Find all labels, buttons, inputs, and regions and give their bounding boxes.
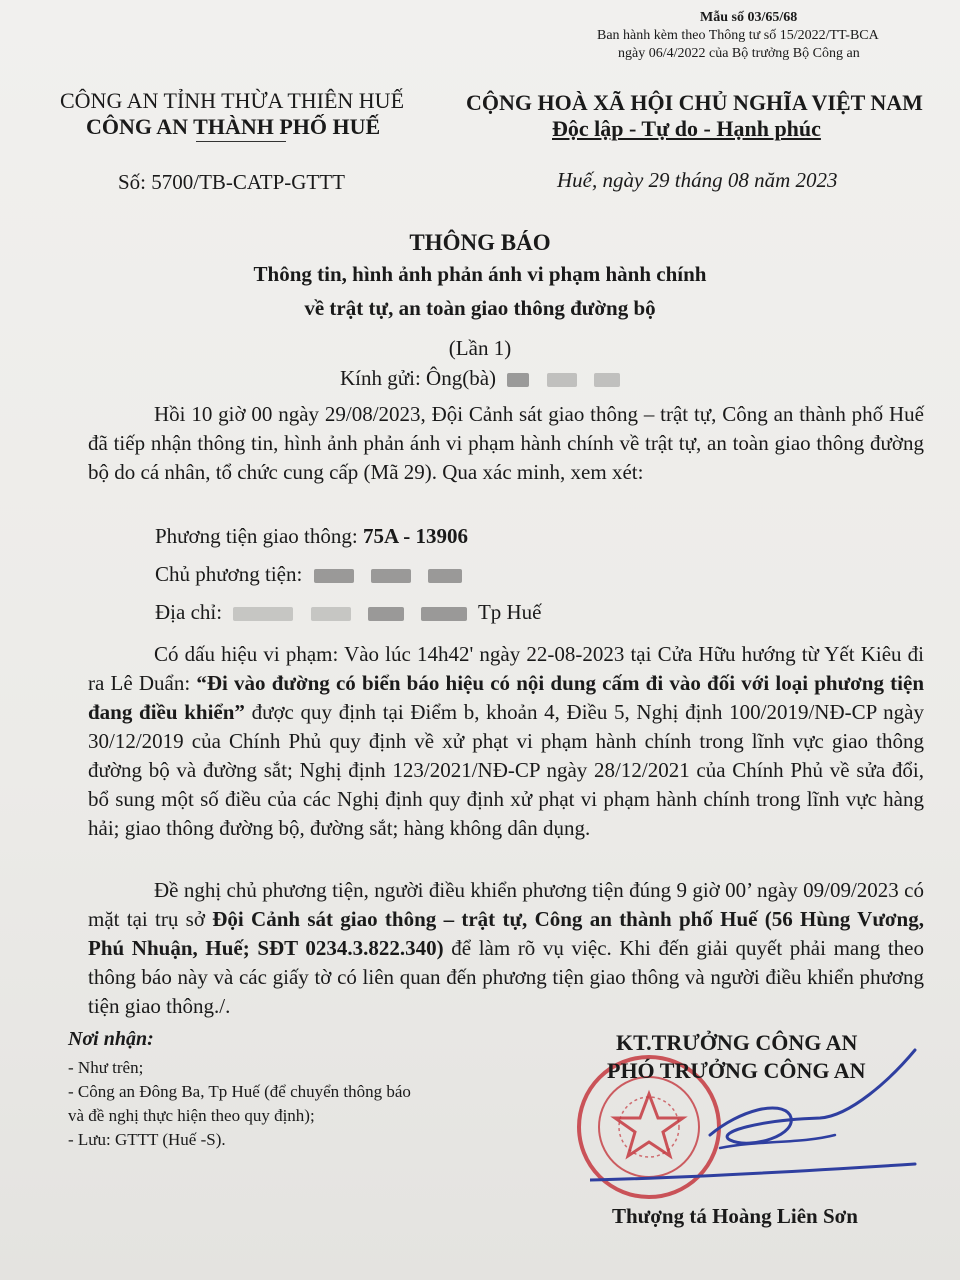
license-plate: 75A - 13906: [362, 524, 468, 548]
agency-parent: CÔNG AN TỈNH THỪA THIÊN HUẾ: [60, 88, 405, 113]
occurrence-number: (Lần 1): [448, 336, 512, 360]
owner-line: [155, 562, 468, 587]
agency-name: CÔNG AN THÀNH PHỐ HUẾ: [86, 114, 381, 139]
handwritten-signature-icon: [590, 1040, 920, 1200]
violation-lead: Có dấu hiệu vi phạm: Vào lúc 14h42' ngày 22-08-2023 tại Cửa Hữu hướng từ Yết Kiêu đi ra Lê Duẩn:: [88, 642, 924, 695]
addressee-label: Kính gửi: Ông(bà): [340, 366, 497, 390]
address-city: Tp Huế: [477, 600, 542, 624]
document-subtitle-2: về trật tự, an toàn giao thông đường bộ: [304, 296, 656, 320]
signer-title-1: KT.TRƯỞNG CÔNG AN: [616, 1030, 858, 1055]
address-label: Địa chỉ:: [155, 600, 223, 624]
vehicle-line: [155, 524, 468, 549]
address-line: [155, 600, 542, 625]
addressee-line: [340, 366, 626, 391]
recipient-item: và đề nghị thực hiện theo quy định);: [68, 1106, 315, 1125]
request-lead: Đề nghị chủ phương tiện, người điều khiển phương tiện đúng 9 giờ 00’ ngày 09/09/2023 có mặt tại trụ sở: [88, 878, 924, 931]
request-office: Đội Cảnh sát giao thông – trật tự, Công an thành phố Huế (56 Hùng Vương, Phú Nhuận, Huế; SĐT 0234.3.822.340): [88, 907, 924, 960]
form-number: Mẫu số 03/65/68: [700, 10, 798, 25]
signer-title-2: PHÓ TRƯỞNG CÔNG AN: [607, 1058, 866, 1083]
nation-title: CỘNG HOÀ XÃ HỘI CHỦ NGHĨA VIỆT NAM: [466, 90, 923, 115]
vehicle-label: Phương tiện giao thông:: [155, 524, 358, 548]
intro-paragraph: Hồi 10 giờ 00 ngày 29/08/2023, Đội Cảnh sát giao thông – trật tự, Công an thành phố Huế đã tiếp nhận thông tin, hình ảnh phản ánh vi phạm hành chính về trật tự, an toàn giao thông đường bộ do cá nhân, tổ chức cung cấp (Mã 29). Qua xác minh, xem xét:: [88, 402, 924, 484]
national-motto: Độc lập - Tự do - Hạnh phúc: [552, 116, 821, 141]
place-date: Huế, ngày 29 tháng 08 năm 2023: [557, 168, 838, 192]
violation-paragraph: [88, 640, 924, 843]
redacted-address: [368, 607, 404, 621]
violation-legal-basis: được quy định tại Điểm b, khoản 4, Điều 5, Nghị định 100/2019/NĐ-CP ngày 30/12/2019 của Chính Phủ quy định về xử phạt vi phạm hành chính trong lĩnh vực giao thông đường bộ và đường sắt; Nghị định 123/2021/NĐ-CP ngày 28/12/2021 của Chính Phủ về sửa đổi, bổ sung một số điều của các Nghị định quy định xử phạt vi phạm hành chính trong lĩnh vực hàng hải; giao thông đường bộ, đường sắt; hàng không dân dụng.: [88, 700, 924, 840]
redacted-owner: [428, 569, 462, 583]
redacted-owner: [314, 569, 354, 583]
owner-label: Chủ phương tiện:: [155, 562, 303, 586]
document-subtitle-1: Thông tin, hình ảnh phản ánh vi phạm hành chính: [253, 262, 707, 286]
recipient-item: - Lưu: GTTT (Huế -S).: [68, 1130, 226, 1149]
redacted-owner: [371, 569, 411, 583]
signer-name: Thượng tá Hoàng Liên Sơn: [612, 1204, 858, 1228]
recipient-item: - Như trên;: [68, 1058, 144, 1077]
document-title: THÔNG BÁO: [409, 230, 551, 255]
agency-underline: [196, 141, 286, 142]
redacted-name: [547, 373, 577, 387]
redacted-address: [311, 607, 351, 621]
form-issuance-date: ngày 06/4/2022 của Bộ trưởng Bộ Công an: [618, 46, 860, 61]
redacted-name: [594, 373, 620, 387]
document-number: Số: 5700/TB-CATP-GTTT: [118, 170, 345, 194]
redacted-address: [421, 607, 467, 621]
request-tail: để làm rõ vụ việc. Khi đến giải quyết phải mang theo thông báo này và các giấy tờ có liên quan đến phương tiện giao thông và người điều khiển phương tiện giao thông./.: [88, 936, 925, 1018]
redacted-name: [507, 373, 529, 387]
recipients-label: Nơi nhận:: [68, 1028, 154, 1050]
recipient-item: - Công an Đông Ba, Tp Huế (để chuyển thông báo: [68, 1082, 411, 1101]
redacted-address: [233, 607, 293, 621]
violation-description: “Đi vào đường có biển báo hiệu có nội dung cấm đi vào đối với loại phương tiện đang điều khiển”: [88, 671, 924, 724]
form-issuance-line: Ban hành kèm theo Thông tư số 15/2022/TT-BCA: [597, 28, 879, 43]
request-paragraph: [88, 876, 924, 1021]
